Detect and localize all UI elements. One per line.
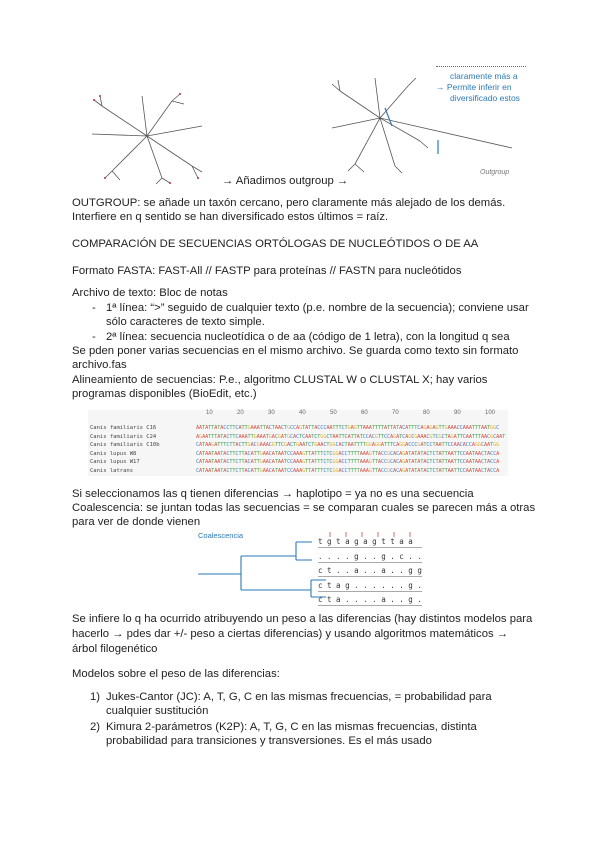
fasta-line: Formato FASTA: FAST-All // FASTP para proteínas // FASTN para nucleótidos <box>72 265 462 277</box>
tree-note-line2: → Permite inferir en <box>436 82 512 92</box>
infiere-line-3: árbol filogenético <box>72 643 158 655</box>
ruler-tick-label: 100 <box>485 410 496 416</box>
alignment-row <box>88 433 508 441</box>
alignment-row-sequence: CATAATAATACTTCTTACATTGAACATAATCCAAAGTTATTTCTCGGACCTTTTAAAGTTACCGCACAGATATATACTCTATTAATTCCAATAACTACCA <box>196 450 500 457</box>
alineamiento-line-2: programas disponibles (BioEdit, etc.) <box>72 388 257 400</box>
alignment-row <box>88 424 508 432</box>
alignment-ruler <box>196 410 508 422</box>
ruler-tick-label: 30 <box>268 410 275 416</box>
alignment-row-name: Canis familiaris C24 <box>90 433 157 440</box>
model-1-line-b: cualquier sustitución <box>106 705 209 717</box>
sequence-alignment <box>88 410 508 476</box>
alineamiento-line-1: Alineamiento de secuencias: P.e., algoritmo CLUSTAL W o CLUSTAL X; hay varios <box>72 374 488 386</box>
alignment-row <box>88 441 508 449</box>
tree-note <box>436 66 536 104</box>
model-2-number: 2) <box>90 721 101 733</box>
bullet-1-line-b: sólo caracteres de texto simple. <box>106 316 265 328</box>
archivo-line: Archivo de texto: Bloc de notas <box>72 287 228 299</box>
coalescence-title: Coalescencia <box>198 531 244 540</box>
bullet-dash-1: - <box>92 302 96 314</box>
alignment-row <box>88 450 508 458</box>
ruler-tick-label: 50 <box>330 410 337 416</box>
coalescence-sequence-row: t g t a g a g t t a a <box>318 536 422 548</box>
alignment-row-sequence: CATAATAATACTTCTTACATTGAACATAATCCAAAGTTATTTCTCGGACCTTTTAAAGTTACCGCACAGATATATACTCTATTAATTCCAATAACTACCA <box>196 467 500 474</box>
tree-note-line1: claramente más a <box>450 71 518 81</box>
infiere-line-1: Se infiere lo q ha ocurrido atribuyendo un peso a las diferencias (hay distintos modelos para <box>72 613 533 625</box>
ruler-tick-label: 70 <box>392 410 399 416</box>
coalescencia-line-1: Coalescencia: se juntan todas las secuencias = se comparan cuales se parecen más a otras <box>72 502 536 514</box>
figure-caption: → Añadimos outgroup → <box>222 175 349 187</box>
ruler-tick-label: 60 <box>361 410 368 416</box>
varias-line-1: Se pden poner varias secuencias en el mismo archivo. Se guarda como texto sin formato <box>72 345 519 357</box>
alignment-row-sequence: AGAATTTATACTTCAAATTGAAATGACGATGCACTCAATCTGGCTAATTCATTATCCACGTTCCAGATCAGCGAAACGTCGCTAGATTCAATTTAACGCAAT <box>196 433 506 440</box>
coalescence-sequence-row: c t . . a . . a . . g g <box>318 566 422 575</box>
outgroup-line-2: Interfiere en q sentido se han diversificado estos últimos = raíz. <box>72 211 389 223</box>
model-1-number: 1) <box>90 691 101 703</box>
alignment-row-name: Canis latrans <box>90 467 134 474</box>
bullet-dash-2: - <box>92 331 96 343</box>
alignment-row-name: Canis lupus W8 <box>90 450 137 457</box>
infiere-line-2: hacerlo → pdes dar +/- peso a ciertas diferencias) y usando algoritmos matemáticos → <box>72 628 509 640</box>
ruler-tick-label: 90 <box>454 410 461 416</box>
coalescence-sequence-row: c t a . . . . a . . g . <box>318 595 422 604</box>
model-2-line-b: probabilidad para transiciones y transversiones. Es el más usado <box>106 735 432 747</box>
outgroup-line-1: OUTGROUP: se añade un taxón cercano, pero claramente más alejado de los demás. <box>72 197 506 209</box>
haplotipo-line: Si seleccionamos las q tienen diferencias → haplotipo = ya no es una secuencia <box>72 488 474 500</box>
modelos-line: Modelos sobre el peso de las diferencias: <box>72 668 280 680</box>
section-heading: COMPARACIÓN DE SECUENCIAS ORTÓLOGAS DE NUCLEÓTIDOS O DE AA <box>72 238 479 250</box>
alignment-row-name: Canis familiaris C16 <box>90 425 157 431</box>
ruler-tick-label: 20 <box>237 410 244 416</box>
tree-note-line3: diversificado estos <box>450 93 520 103</box>
coalescence-sequence-row: . . . . g . . g . c . . <box>318 551 422 561</box>
ruler-tick-label: 40 <box>299 410 306 416</box>
alignment-row-name: Canis lupus W17 <box>90 459 140 465</box>
model-2-line-a: Kimura 2-parámetros (K2P): A, T, G, C en las mismas frecuencias, distinta <box>106 721 477 733</box>
alignment-row-name: Canis familiaris C10b <box>90 442 160 448</box>
coalescencia-line-2: para ver de donde vienen <box>72 516 201 528</box>
bullet-1-line-a: 1ª línea: “>” seguido de cualquier texto (p.e. nombre de la secuencia); conviene usar <box>106 302 529 314</box>
ruler-tick-label: 80 <box>423 410 430 416</box>
ruler-tick-label: 10 <box>206 410 213 416</box>
model-1-line-a: Jukes-Cantor (JC): A, T, G, C en las mismas frecuencias, = probabilidad para <box>106 691 492 703</box>
varias-line-2: archivo.fas <box>72 359 127 371</box>
outgroup-label: Outgroup <box>480 169 510 176</box>
bullet-2-line: 2ª línea: secuencia nucleotídica o de aa (código de 1 letra), con la longitud q sea <box>106 331 510 343</box>
coalescence-sequence-row: c t a g . . . . . . g . <box>318 580 422 590</box>
alignment-row <box>88 458 508 466</box>
alignment-row-sequence: CATAAGATTTCTTACTTGACGAAACGTTCGACTGAATCTGAACTGGCACTAATTTTGGAGGATTTCAGGACCCGATCCTAATTCCAACACCAGGCAATGG <box>196 442 500 448</box>
alignment-row <box>88 467 508 475</box>
alignment-row-sequence: AATATTATACCTTCATTGAAATTACTAACTGCCAGTATTACCCAATTTCTGAGTTAAATTTTATTATACATTTCAGAGAGTTGAAACCAAATTTAATGGC <box>196 425 500 431</box>
unrooted-tree-left <box>72 86 222 186</box>
alignment-row-sequence: CATAATAATACTTCTTACATTGAACATAATCCAAAGTTATTTCTCGGACCTTTTAAAGTTACCGCACAGATATATACTCTATTAATTCCAATAACTACCA <box>196 459 500 465</box>
